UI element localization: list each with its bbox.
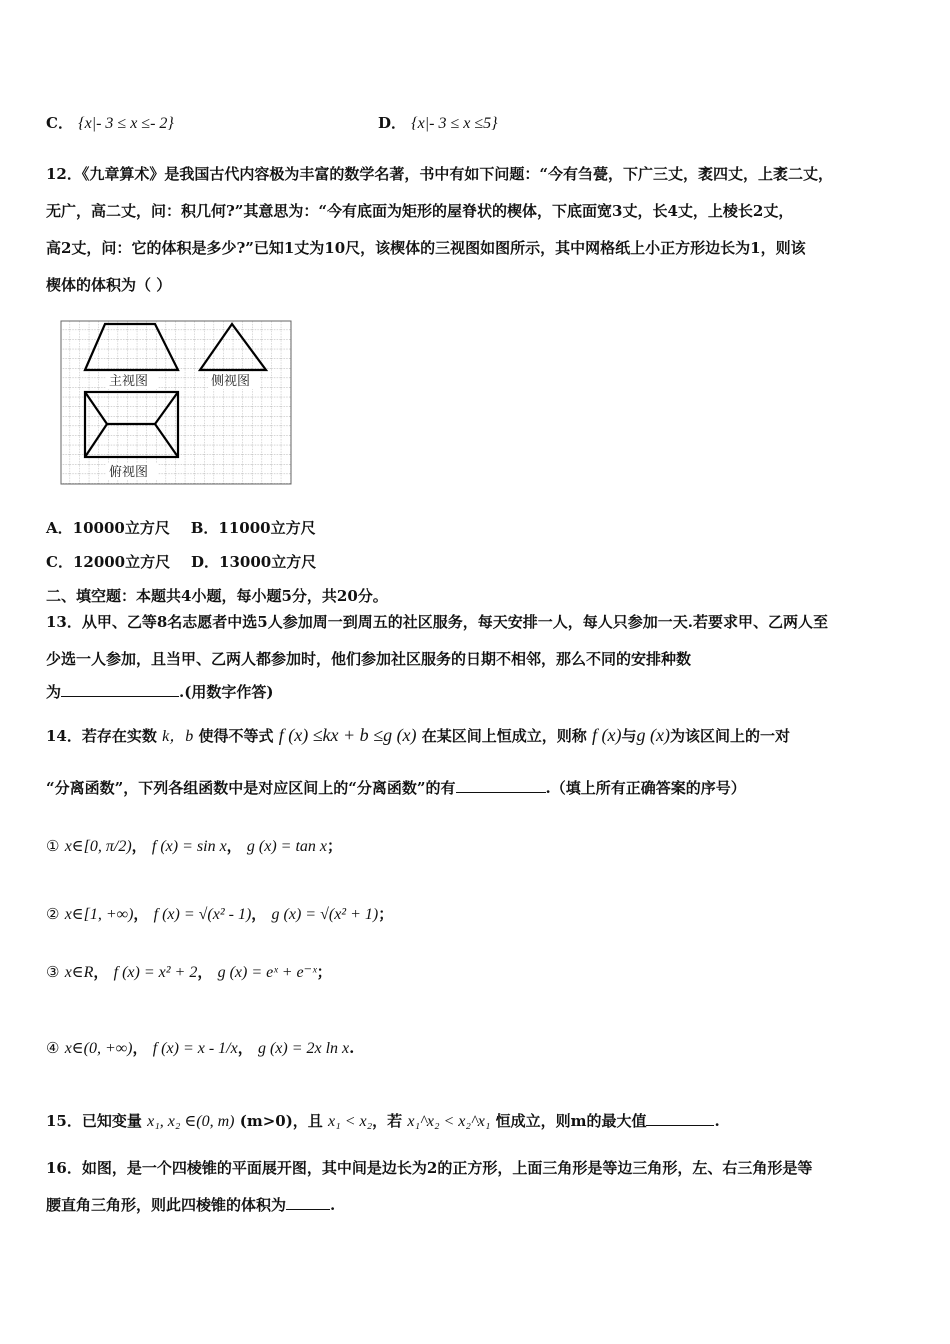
q14-gx: g (x) <box>636 725 671 745</box>
q14-item-3-g: g (x) = eˣ + e⁻ˣ <box>217 964 317 981</box>
q14-item-1-domain: x∈[0, π/2) <box>64 838 132 855</box>
q16-line2 <box>46 1194 335 1215</box>
top-view-label: 俯视图 <box>109 465 149 480</box>
three-view-figure <box>60 320 292 485</box>
section2-heading: 二、填空题：本题共4小题，每小题5分，共20分。 <box>46 587 388 605</box>
q14-item-4-f: f (x) = x - 1/x <box>152 1040 238 1057</box>
q14-line2 <box>46 777 746 798</box>
q15-end: . <box>714 1112 720 1130</box>
q12-option-a: A．10000立方尺 <box>46 519 170 537</box>
q14-item-1-num: ① <box>46 837 60 855</box>
q14-item-3-num: ③ <box>46 963 60 981</box>
q15-suffix: 恒成立，则m的最大值 <box>495 1112 647 1130</box>
q14-prefix: 14．若存在实数 <box>46 727 157 745</box>
q14-vars: k，b <box>162 728 194 745</box>
q14-item-4-num: ④ <box>46 1039 60 1057</box>
q12-line1: 12．《九章算术》是我国古代内容极为丰富的数学名著，书中有如下问题：“今有刍甍，下广三丈，袤四丈，上袤二丈， <box>46 165 834 183</box>
q15-prefix: 15．已知变量 <box>46 1112 142 1130</box>
front-view-label: 主视图 <box>109 374 149 389</box>
option-c-set: {x|- 3 ≤ x ≤- 2} <box>78 115 174 132</box>
q13-answer-blank[interactable] <box>61 682 179 697</box>
q13-line1: 13．从甲、乙等8名志愿者中选5人参加周一到周五的社区服务，每天安排一人，每人只参加一天.若要求甲、乙两人至 <box>46 613 828 631</box>
q14-inequality: f (x) ≤kx + b ≤g (x) <box>278 725 417 745</box>
q13-line3 <box>46 681 273 702</box>
q14-item-2-domain: x∈[1, +∞) <box>64 906 134 923</box>
q14-line1 <box>46 723 790 746</box>
q12-line3: 高2丈，问：它的体积是多少?”已知1丈为10尺，该楔体的三视图如图所示，其中网格纸上小正方形边长为1，则该 <box>46 239 806 257</box>
q14-item-2-num: ② <box>46 905 60 923</box>
q14-item-4-domain: x∈(0, +∞) <box>64 1040 133 1057</box>
q14-line2-prefix: “分离函数”，下列各组函数中是对应区间上的“分离函数”的有 <box>46 779 456 797</box>
q14-item-1-g: g (x) = tan x <box>246 838 328 855</box>
q15-mid: ，若 <box>372 1112 403 1130</box>
q15-ineq1: x₁ < x₂ <box>328 1113 373 1130</box>
q14-line2-suffix: .（填上所有正确答案的序号） <box>545 779 746 797</box>
q14-mid1: 使得不等式 <box>198 727 274 745</box>
q13-line3-suffix: .(用数字作答) <box>179 683 274 701</box>
q16-answer-blank[interactable] <box>286 1195 330 1210</box>
q12-option-b: B．11000立方尺 <box>190 519 316 537</box>
q14-suffix: 为该区间上的一对 <box>670 727 791 745</box>
q14-item-2-end: ； <box>378 905 394 923</box>
q15-vars: x₁, x₂ ∈(0, m) <box>147 1113 235 1130</box>
q14-item-3-domain: x∈R <box>64 964 94 981</box>
q12-options-ab <box>46 517 316 538</box>
q12-option-c: C．12000立方尺 <box>46 553 171 571</box>
q14-mid2: 在某区间上恒成立，则称 <box>421 727 587 745</box>
q12-options-cd <box>46 551 316 572</box>
q16-line2-prefix: 腰直角三角形，则此四棱锥的体积为 <box>46 1196 287 1214</box>
option-d-label: D． <box>378 114 407 132</box>
q14-item-1: ① x∈[0, π/2)， f (x) = sin x， g (x) = tan x； <box>46 837 343 855</box>
q14-item-2-f: f (x) = √(x² - 1) <box>153 906 252 923</box>
q16-line2-suffix: . <box>330 1196 336 1214</box>
q15-answer-blank[interactable] <box>646 1111 714 1126</box>
q16-line1: 16．如图，是一个四棱锥的平面展开图，其中间是边长为2的正方形，上面三角形是等边三角形，左、右三角形是等 <box>46 1159 813 1177</box>
three-view-grid <box>60 320 292 485</box>
q12-line4: 楔体的体积为（ ） <box>46 276 172 294</box>
q14-answer-blank[interactable] <box>456 778 546 793</box>
q12-line2: 无广，高二丈，问：积几何?”其意思为：“今有底面为矩形的屋脊状的楔体，下底面宽3丈，长4丈，上棱长2丈， <box>46 202 794 220</box>
q14-item-1-f: f (x) = sin x <box>151 838 227 855</box>
q14-item-2-g: g (x) = √(x² + 1) <box>271 906 379 923</box>
q14-item-3-f: f (x) = x² + 2 <box>113 964 198 981</box>
q13-line2: 少选一人参加，且当甲、乙两人都参加时，他们参加社区服务的日期不相邻，那么不同的安排种数 <box>46 650 692 668</box>
side-view-label: 侧视图 <box>211 374 251 389</box>
option-c-label: C． <box>46 114 73 132</box>
option-d-11 <box>378 112 498 133</box>
q14-item-3-end: ； <box>316 963 332 981</box>
q12-option-d: D．13000立方尺 <box>191 553 317 571</box>
q14-item-3: ③ x∈R， f (x) = x² + 2， g (x) = eˣ + e⁻ˣ； <box>46 963 332 981</box>
q14-fx: f (x) <box>592 725 622 745</box>
q14-and: 与 <box>621 727 637 745</box>
q15-line <box>46 1110 720 1131</box>
q14-item-4: ④ x∈(0, +∞)， f (x) = x - 1/x， g (x) = 2x ln x. <box>46 1039 355 1057</box>
q14-item-1-end: ； <box>327 837 343 855</box>
option-d-set: {x|- 3 ≤ x ≤5} <box>411 115 498 132</box>
q14-item-4-g: g (x) = 2x ln x <box>257 1040 350 1057</box>
q14-item-2: ② x∈[1, +∞)， f (x) = √(x² - 1)， g (x) = √(x² + 1)； <box>46 905 394 923</box>
q13-line3-prefix: 为 <box>46 683 62 701</box>
option-c-11 <box>46 112 174 133</box>
q15-ineq2: x₁^x₂ < x₂^x₁ <box>407 1113 491 1130</box>
q14-item-4-end: . <box>349 1039 355 1057</box>
q15-cond: (m>0)，且 <box>239 1112 323 1130</box>
